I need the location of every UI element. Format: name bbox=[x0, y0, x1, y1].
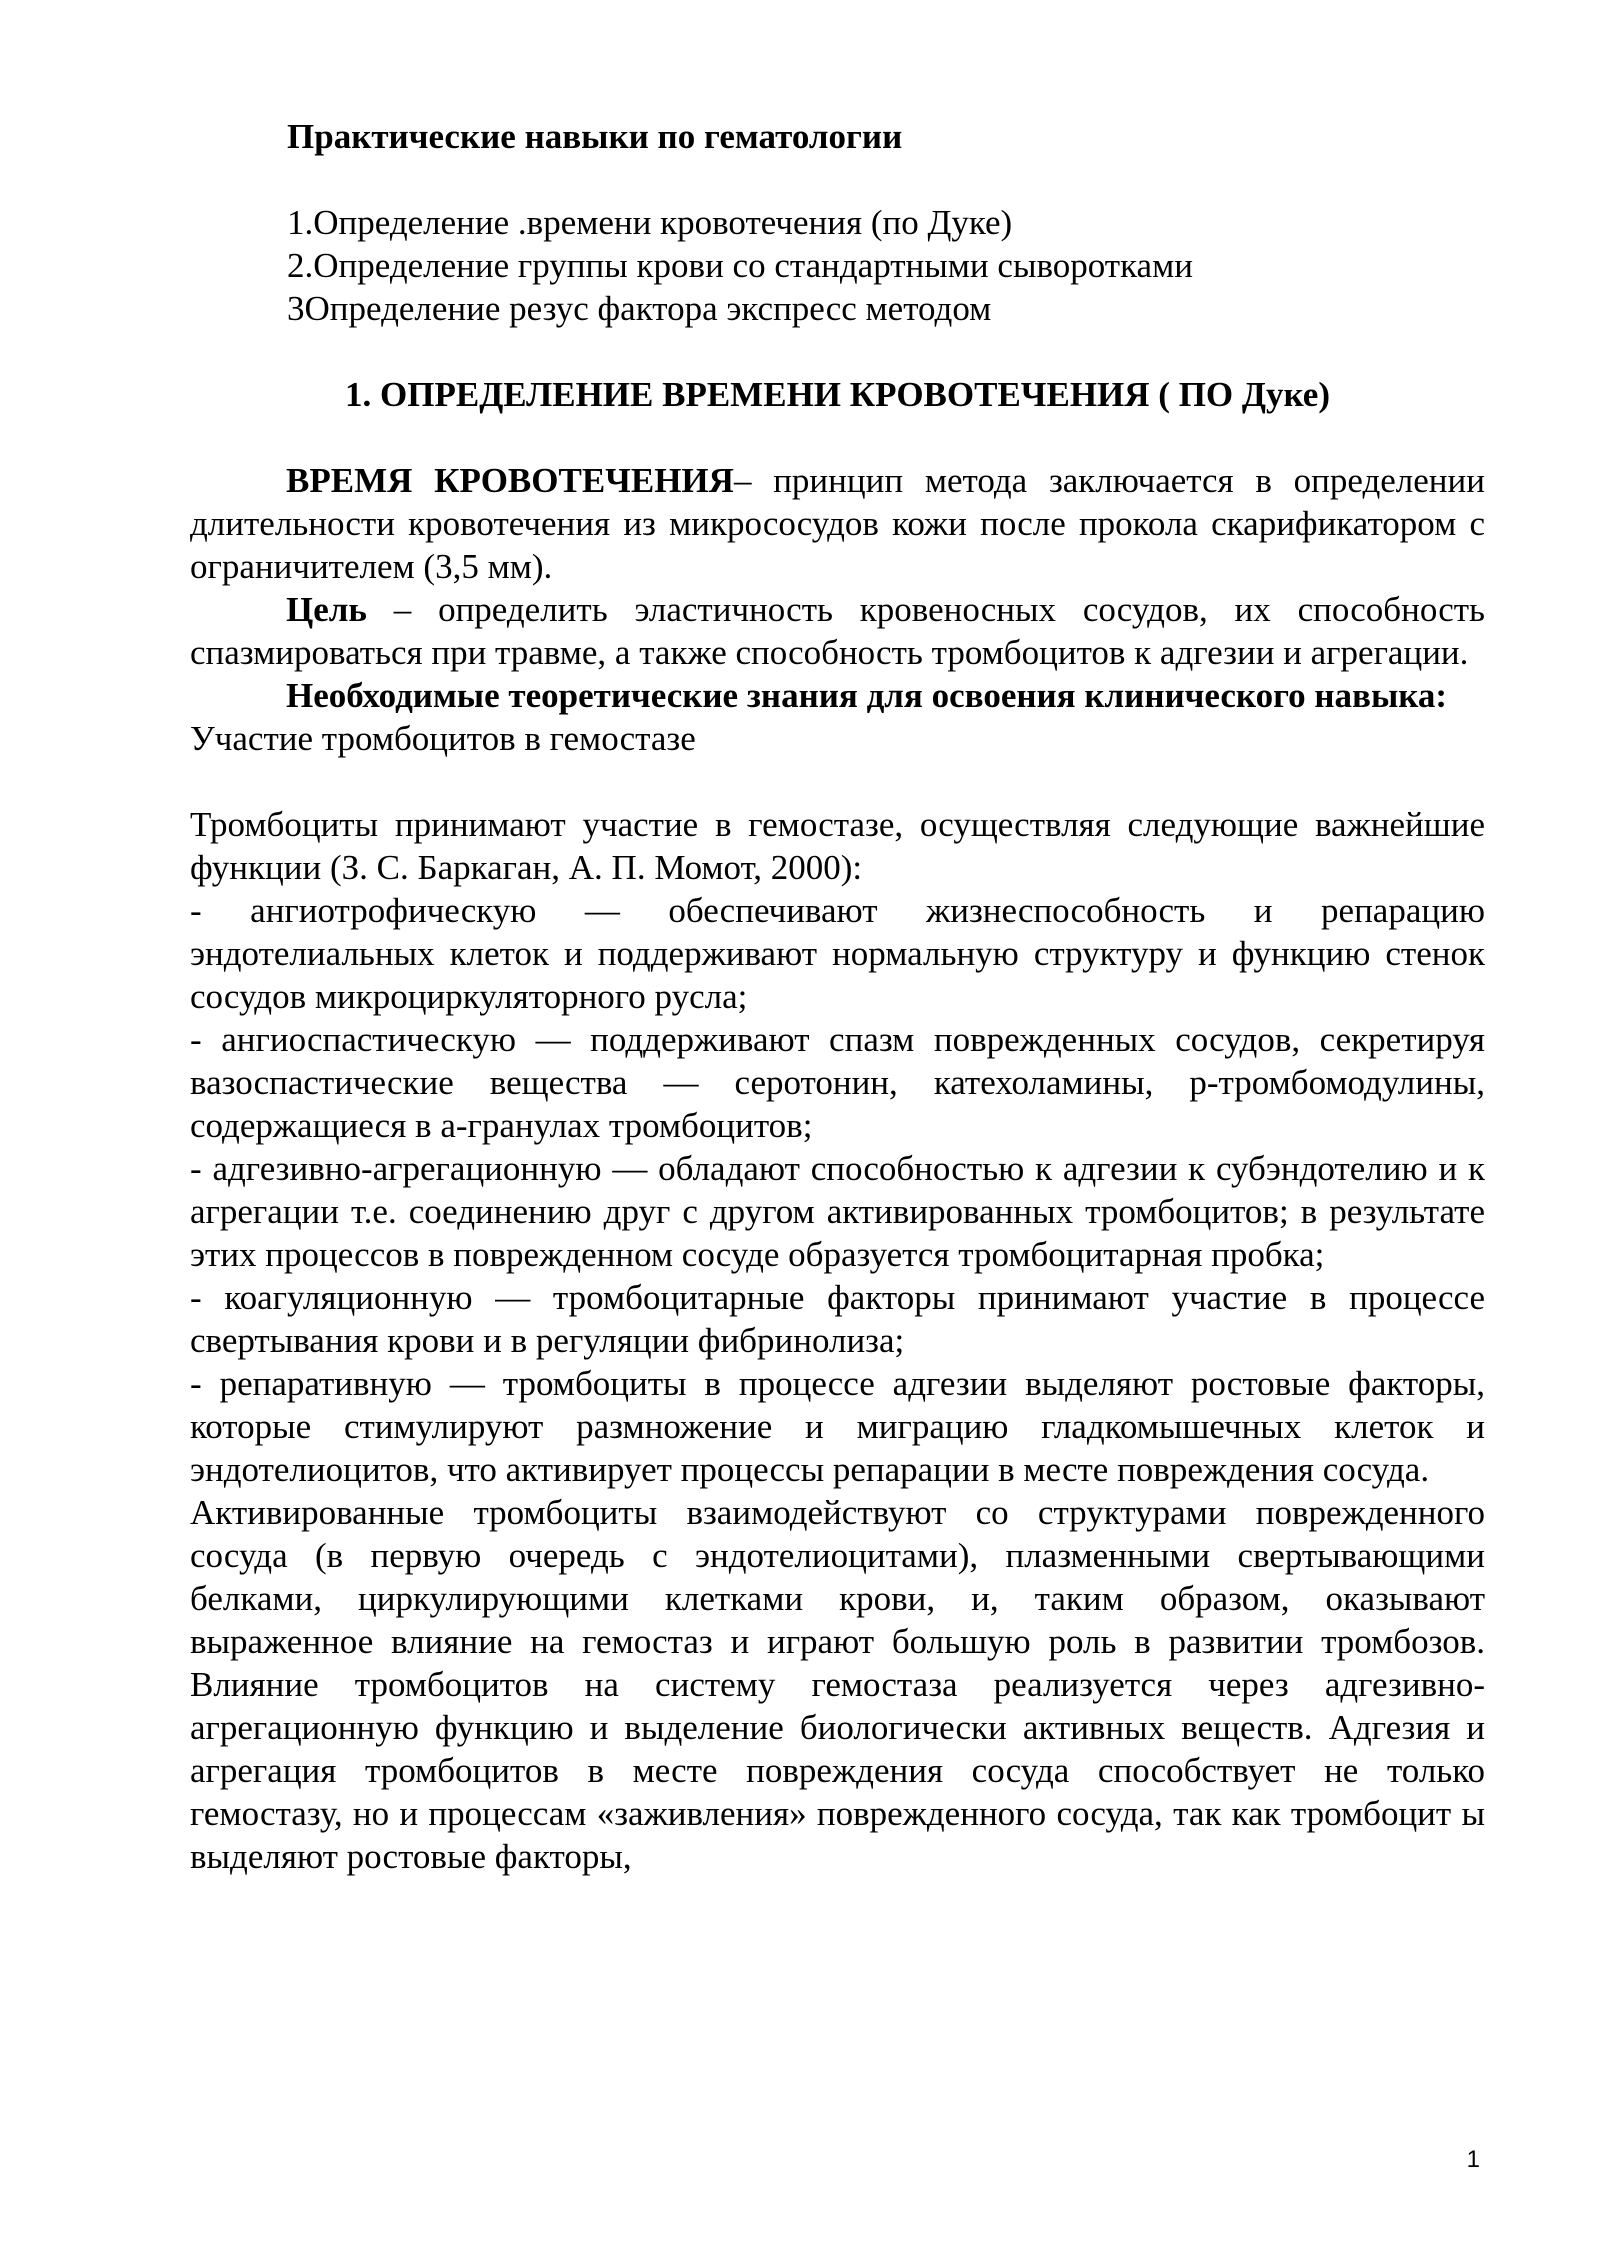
function-item: - адгезивно-агрегационную — обладают способностью к адгезии к субэндотелию и к агрегации т.е. соединению друг с другом активированных тромбоцитов; в результате этих процессов в поврежденном сосуде образуется тромбоцитарная пробка; bbox=[190, 1149, 1485, 1274]
bleeding-time-term: ВРЕМЯ КРОВОТЕЧЕНИЯ bbox=[286, 461, 734, 500]
closing-paragraph: Активированные тромбоциты взаимодействуют со структурами поврежденного сосуда (в первую очередь с эндотелиоцитами), плазменными свертывающими белками, циркулирующими клетками крови, и, таким образом, оказывают выраженное влияние на гемостаз и играют большую роль в развитии тромбозов. Влияние тромбоцитов на систему гемостаза реализуется через адгезивно-агрегационную функцию и выделение биологически активных веществ. Адгезия и агрегация тромбоцитов в месте повреждения сосуда способствует не только гемостазу, но и процессам «заживления» поврежденного сосуда, так как тромбоцит ы выделяют ростовые факторы, bbox=[190, 1493, 1485, 1876]
goal-term: Цель bbox=[286, 590, 367, 629]
section-heading: 1. ОПРЕДЕЛЕНИЕ ВРЕМЕНИ КРОВОТЕЧЕНИЯ ( ПО Дуке) bbox=[345, 375, 1330, 414]
function-item: - коагуляционную — тромбоцитарные факторы принимают участие в процессе свертывания крови и в регуляции фибринолиза; bbox=[190, 1278, 1485, 1360]
function-item: - ангиотрофическую — обеспечивают жизнеспособность и репарацию эндотелиальных клеток и поддерживают нормальную структуру и функцию стенок сосудов микроциркуляторного русла; bbox=[190, 891, 1485, 1016]
subtopic-heading: Участие тромбоцитов в гемостазе bbox=[190, 719, 696, 758]
page-content bbox=[190, 115, 1485, 1878]
goal-text: – определить эластичность кровеносных сосудов, их способность спазмироваться при травме, а также способность тромбоцитов к адгезии и агрегации. bbox=[190, 590, 1485, 672]
function-item: - репаративную — тромбоциты в процессе адгезии выделяют ростовые факторы, которые стимулируют размножение и миграцию гладкомышечных клеток и эндотелиоцитов, что активирует процессы репарации в месте повреждения сосуда. bbox=[190, 1364, 1485, 1489]
document-title: Практические навыки по гематологии bbox=[287, 117, 903, 156]
topic-item: 3Определение резус фактора экспресс методом bbox=[287, 289, 992, 328]
bleeding-time-text: – принцип метода заключается в определении длительности кровотечения из микрососудов кожи после прокола скарификатором с ограничителем (3,5 мм). bbox=[190, 461, 1485, 586]
page-number: 1 bbox=[1466, 2146, 1480, 2173]
topics-list bbox=[287, 201, 1485, 330]
topic-item: 2.Определение группы крови со стандартными сыворотками bbox=[287, 246, 1193, 285]
goal-paragraph bbox=[190, 588, 1485, 674]
function-item: - ангиоспастическую — поддерживают спазм поврежденных сосудов, секретируя вазоспастические вещества — серотонин, катехоламины, р-тромбомодулины, содержащиеся в а-гранулах тромбоцитов; bbox=[190, 1020, 1485, 1145]
spacer bbox=[190, 760, 1485, 803]
bleeding-time-paragraph bbox=[190, 459, 1485, 588]
intro-paragraph: Тромбоциты принимают участие в гемостазе, осуществляя следующие важнейшие функции (З. С. Баркаган, А. П. Момот, 2000): bbox=[190, 805, 1485, 887]
topic-item: 1.Определение .времени кровотечения (по Дуке) bbox=[287, 203, 1013, 242]
required-knowledge-heading: Необходимые теоретические знания для освоения клинического навыка: bbox=[286, 676, 1448, 715]
spacer bbox=[190, 416, 1485, 459]
